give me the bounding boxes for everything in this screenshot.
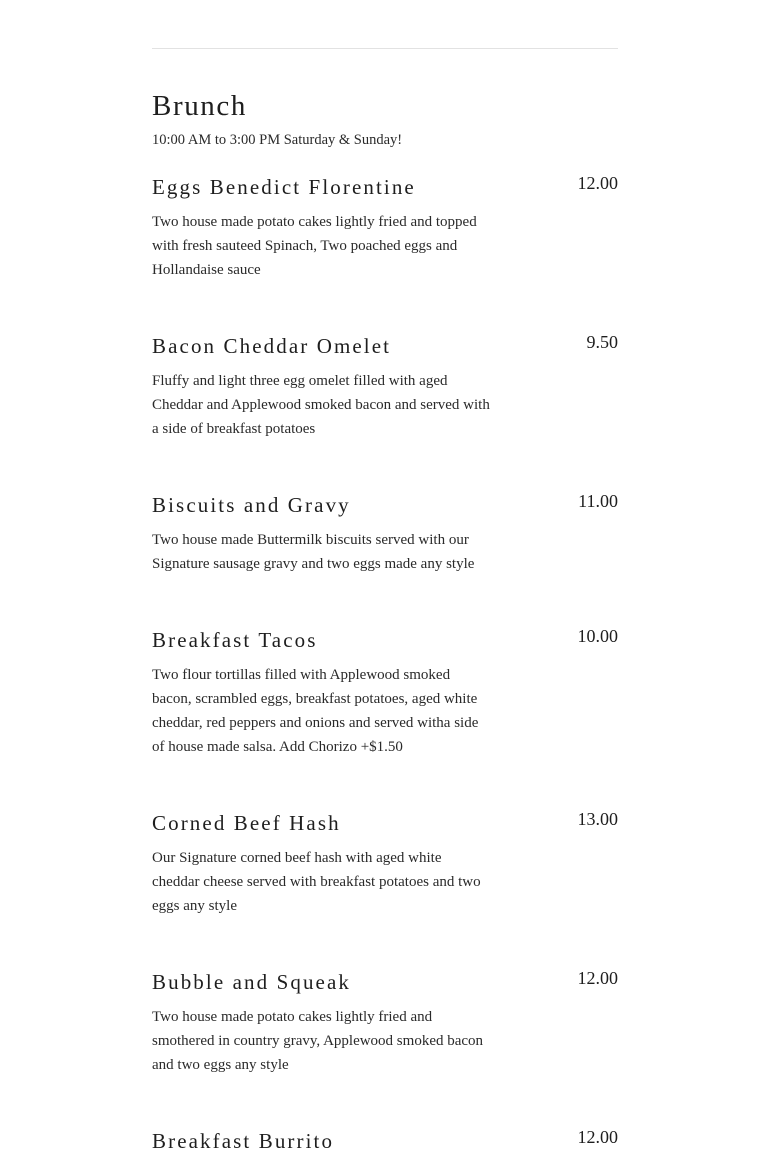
menu-item-price: 9.50 bbox=[586, 332, 618, 352]
menu-item bbox=[152, 967, 618, 1077]
menu-item-description: Fluffy and light three egg omelet filled with aged Cheddar and Applewood smoked bacon and served with a side of breakfast potatoes bbox=[152, 373, 490, 437]
menu-item-description: Two house made Buttermilk biscuits served with our Signature sausage gravy and two eggs made any style bbox=[152, 532, 475, 572]
menu-item-name: Breakfast Burrito bbox=[152, 1129, 335, 1153]
menu-item-name: Corned Beef Hash bbox=[152, 811, 341, 835]
menu-item-description: Our Signature corned beef hash with aged white cheddar cheese served with breakfast potatoes and two eggs any style bbox=[152, 850, 481, 914]
menu-item-price: 12.00 bbox=[577, 1127, 618, 1147]
menu-item-name: Bubble and Squeak bbox=[152, 970, 352, 994]
menu-item-name: Bacon Cheddar Omelet bbox=[152, 334, 392, 358]
menu-item-name: Breakfast Tacos bbox=[152, 628, 318, 652]
menu-item bbox=[152, 172, 618, 282]
menu-item bbox=[152, 331, 618, 441]
menu-item-price: 12.00 bbox=[577, 968, 618, 988]
menu-item bbox=[152, 808, 618, 918]
menu-item-name: Eggs Benedict Florentine bbox=[152, 175, 416, 199]
menu-item-price: 11.00 bbox=[578, 491, 618, 511]
section-divider bbox=[152, 48, 618, 49]
menu-item-description: Two flour tortillas filled with Applewood smoked bacon, scrambled eggs, breakfast potatoes, aged white cheddar, red peppers and onions and served witha side of house made salsa. Add Chorizo +$1.50 bbox=[152, 667, 479, 755]
menu-item bbox=[152, 625, 618, 759]
menu-item-price: 13.00 bbox=[577, 809, 618, 829]
menu-item bbox=[152, 1126, 618, 1156]
section-title: Brunch bbox=[152, 90, 247, 122]
menu-item bbox=[152, 490, 618, 576]
menu-item-price: 10.00 bbox=[577, 626, 618, 646]
section-hours: 10:00 AM to 3:00 PM Saturday & Sunday! bbox=[152, 132, 403, 148]
menu-list bbox=[152, 172, 618, 1160]
menu-item-name: Biscuits and Gravy bbox=[152, 493, 351, 517]
menu-item-description: Two house made potato cakes lightly fried and smothered in country gravy, Applewood smoked bacon and two eggs any style bbox=[152, 1009, 484, 1073]
menu-item-description: Two house made potato cakes lightly fried and topped with fresh sauteed Spinach, Two poached eggs and Hollandaise sauce bbox=[152, 214, 477, 278]
menu-item-price: 12.00 bbox=[577, 173, 618, 193]
